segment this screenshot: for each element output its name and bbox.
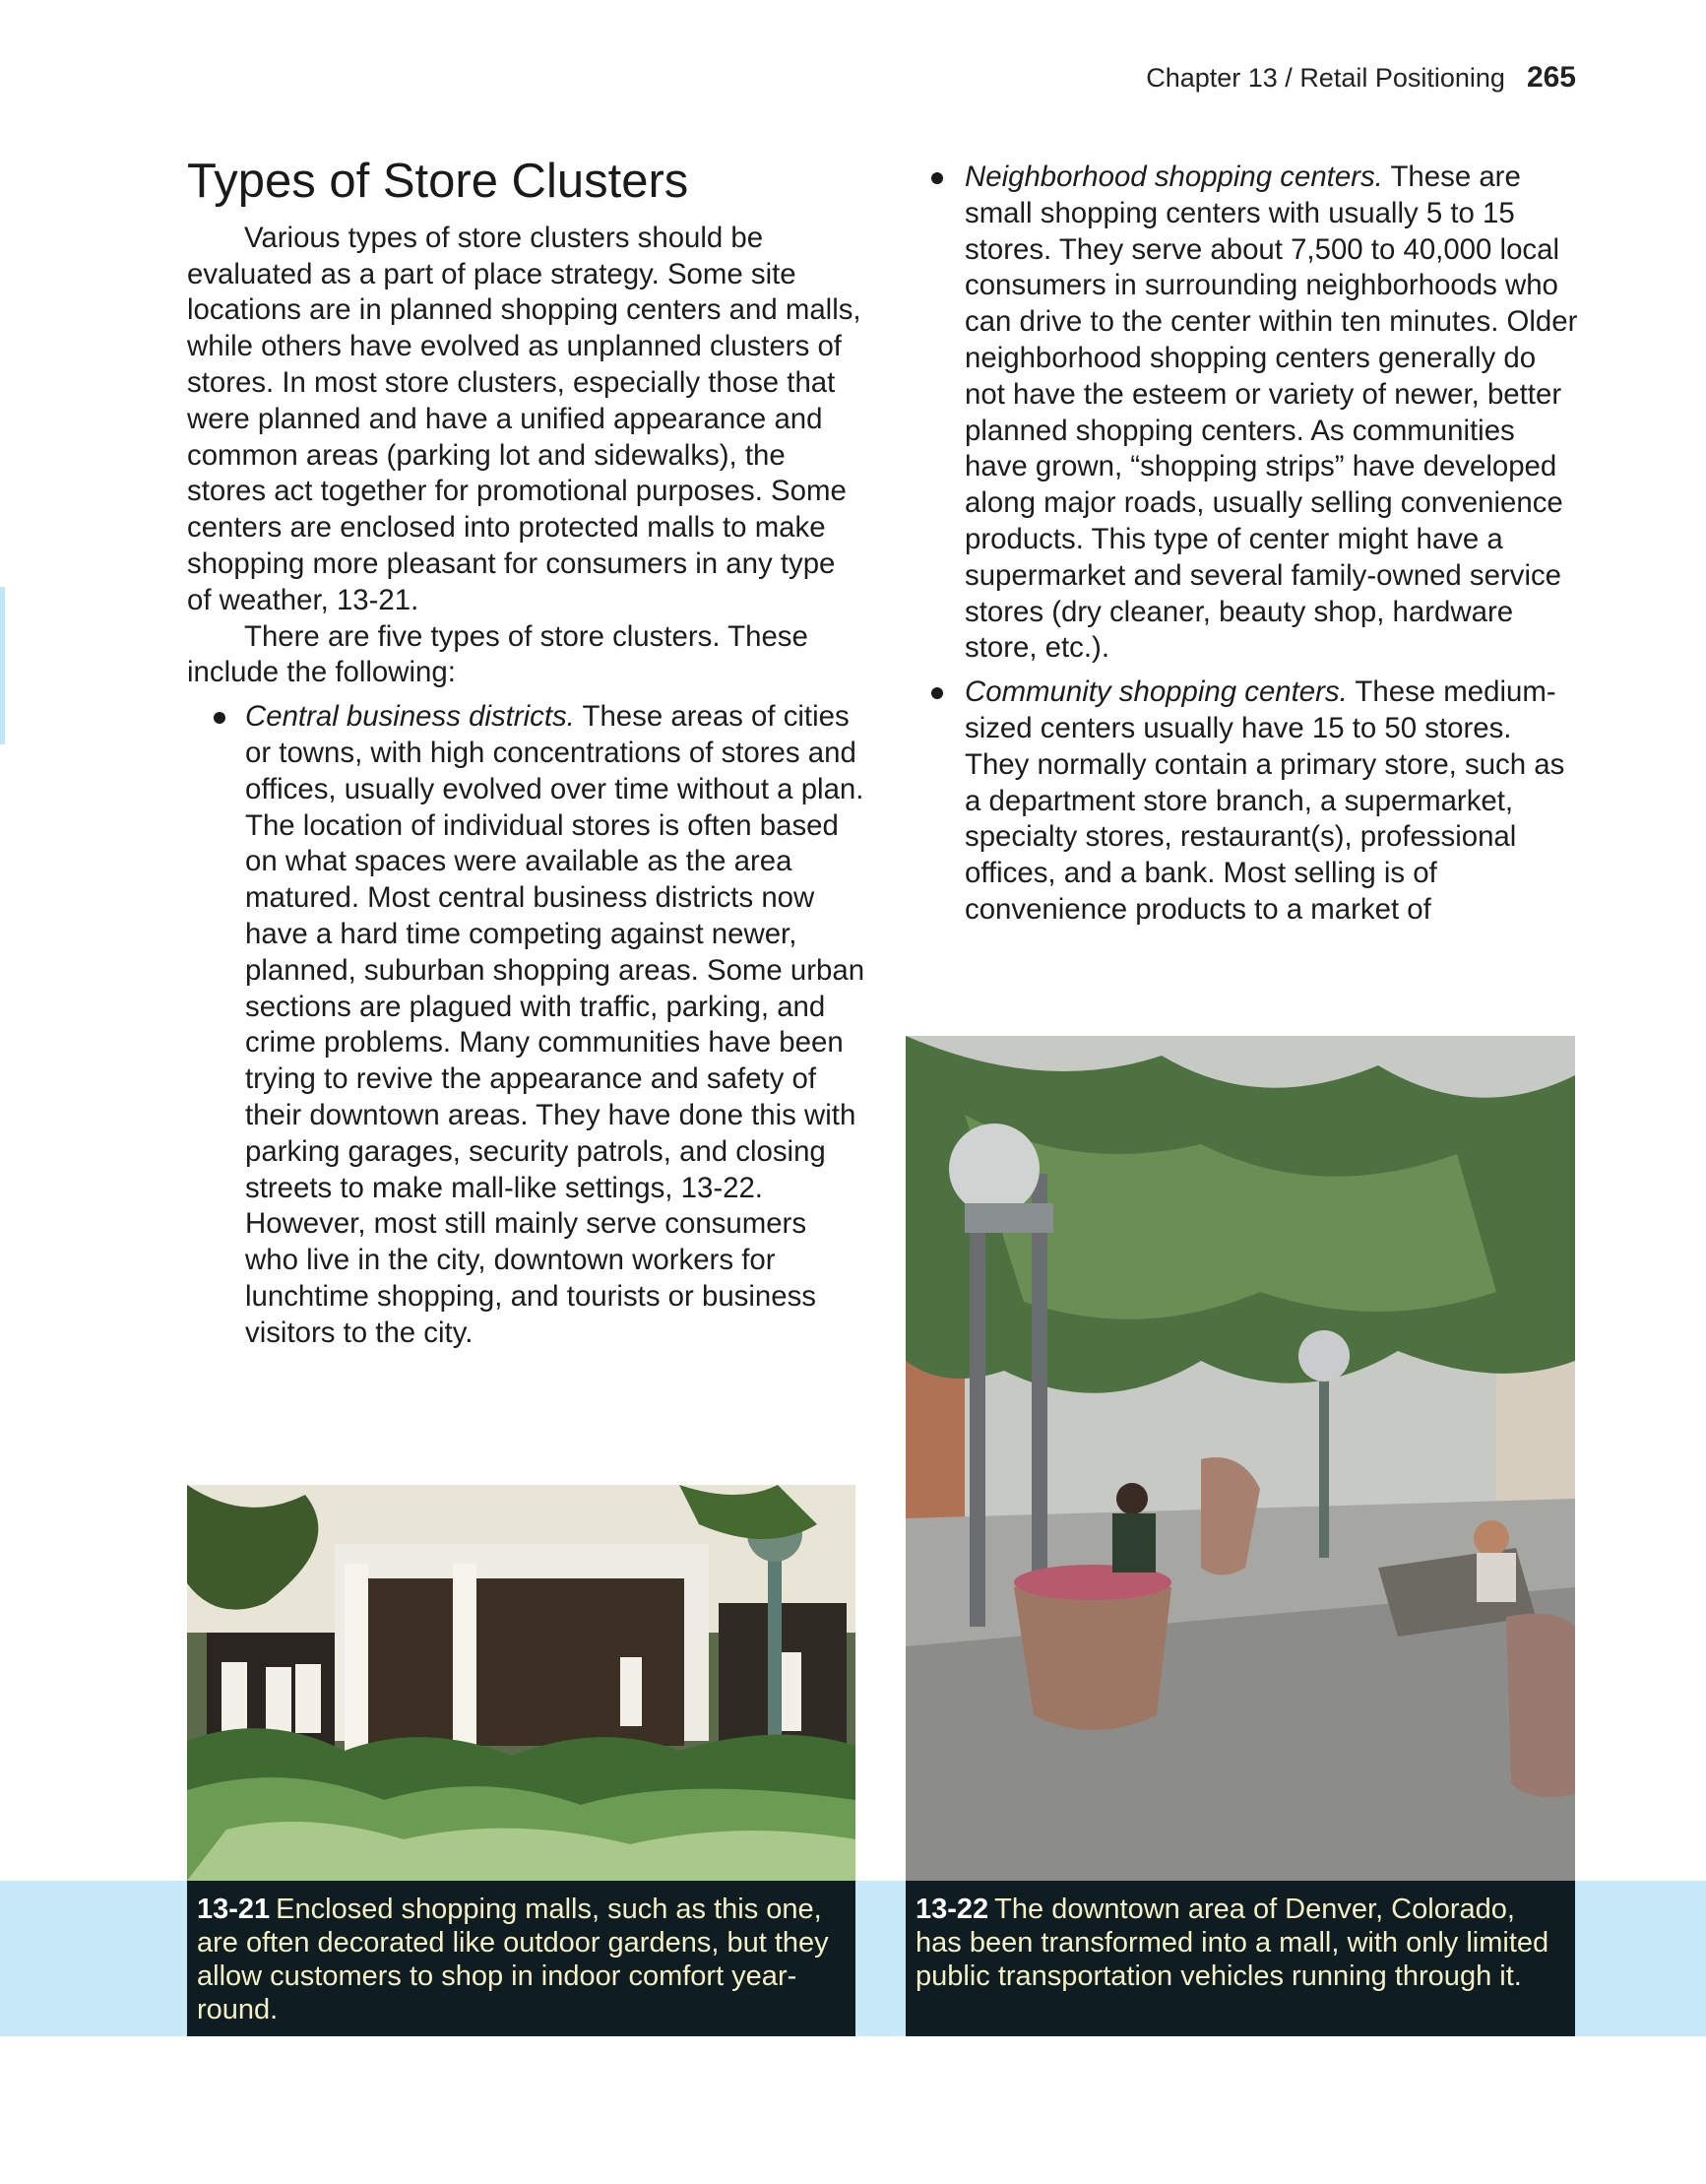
bullet-icon	[931, 687, 943, 699]
intro-paragraph: Various types of store clusters should be evaluated as a part of place strategy. Some site locations are in planned shopping centers and malls, while others have evolved as unplanned clusters of stores. In most store clusters, especially those that were planned and have a unified appearance and common areas (parking lot and sidewalks), the stores act together for promotional purposes. Some centers are enclosed into protected malls to make shopping more pleasant for consumers in any type of weather, 13-21.	[187, 221, 861, 616]
list-intro-paragraph: There are five types of store clusters. These include the following:	[187, 619, 808, 689]
figure-caption	[187, 1881, 855, 2036]
left-column	[187, 156, 866, 1360]
figure-caption	[906, 1881, 1575, 2036]
figure-caption-text: Enclosed shopping malls, such as this one, are often decorated like outdoor gardens, but they allow customers to shop in indoor comfort year-round.	[197, 1894, 829, 2025]
list-item-term: Neighborhood shopping centers.	[965, 161, 1383, 193]
denver-mall-illustration	[906, 1036, 1575, 1881]
figure-caption-text: The downtown area of Denver, Colorado, has been transformed into a mall, with only limited public transportation vehicles running through it.	[916, 1894, 1549, 1992]
figure-13-21	[187, 1485, 855, 2036]
store-cluster-list-continued	[929, 160, 1579, 929]
denver-mall-photo	[906, 1036, 1575, 1881]
page-number: 265	[1526, 61, 1576, 94]
mall-garden-photo	[187, 1485, 855, 1881]
section-title: Types of Store Clusters	[187, 155, 689, 208]
running-header	[1146, 61, 1576, 95]
figure-number: 13-21	[197, 1894, 271, 1925]
list-item	[187, 699, 866, 1351]
store-cluster-list	[187, 699, 866, 1351]
margin-accent-bar	[0, 587, 5, 744]
bullet-icon	[931, 172, 943, 184]
list-item-text: These areas of cities or towns, with high concentrations of stores and offices, usually evolved over time without a plan. The location of individual stores is often based on what spaces were available as the area matured. Most central business districts now have a hard time competing against newer, planned, suburban shopping areas. Some urban sections are plagued with traffic, parking, and crime problems. Many communities have been trying to revive the appearance and safety of their downtown areas. They have done this with parking garages, security patrols, and closing streets to make mall-like settings, 13-22. However, most still mainly serve consumers who live in the city, downtown workers for lunchtime shopping, and tourists or business visitors to the city.	[245, 700, 865, 1349]
list-item	[929, 160, 1579, 667]
list-item-text: These medium-sized centers usually have 15 to 50 stores. They normally contain a primary store, such as a department store branch, a supermarket, specialty stores, restaurant(s), professional offices, and a bank. Most selling is of convenience products to a market of	[965, 675, 1565, 926]
bullet-icon	[214, 712, 225, 724]
list-item	[929, 674, 1579, 929]
right-column	[929, 160, 1579, 936]
mall-garden-illustration	[187, 1485, 855, 1881]
chapter-title: Chapter 13 / Retail Positioning	[1146, 63, 1505, 93]
figure-13-22	[906, 1036, 1575, 2036]
list-item-term: Central business districts.	[245, 700, 575, 734]
list-item-term: Community shopping centers.	[965, 675, 1348, 709]
list-item-text: These are small shopping centers with usually 5 to 15 stores. They serve about 7,500 to 40,000 local consumers in surrounding neighborhoods who can drive to the center within ten minutes. Older neighborhood shopping centers generally do not have the esteem or variety of newer, better planned shopping centers. As communities have grown, “shopping strips” have developed along major roads, usually selling convenience products. This type of center might have a supermarket and several family-owned service stores (dry cleaner, beauty shop, hardware store, etc.).	[965, 161, 1578, 665]
figure-number: 13-22	[916, 1894, 989, 1925]
